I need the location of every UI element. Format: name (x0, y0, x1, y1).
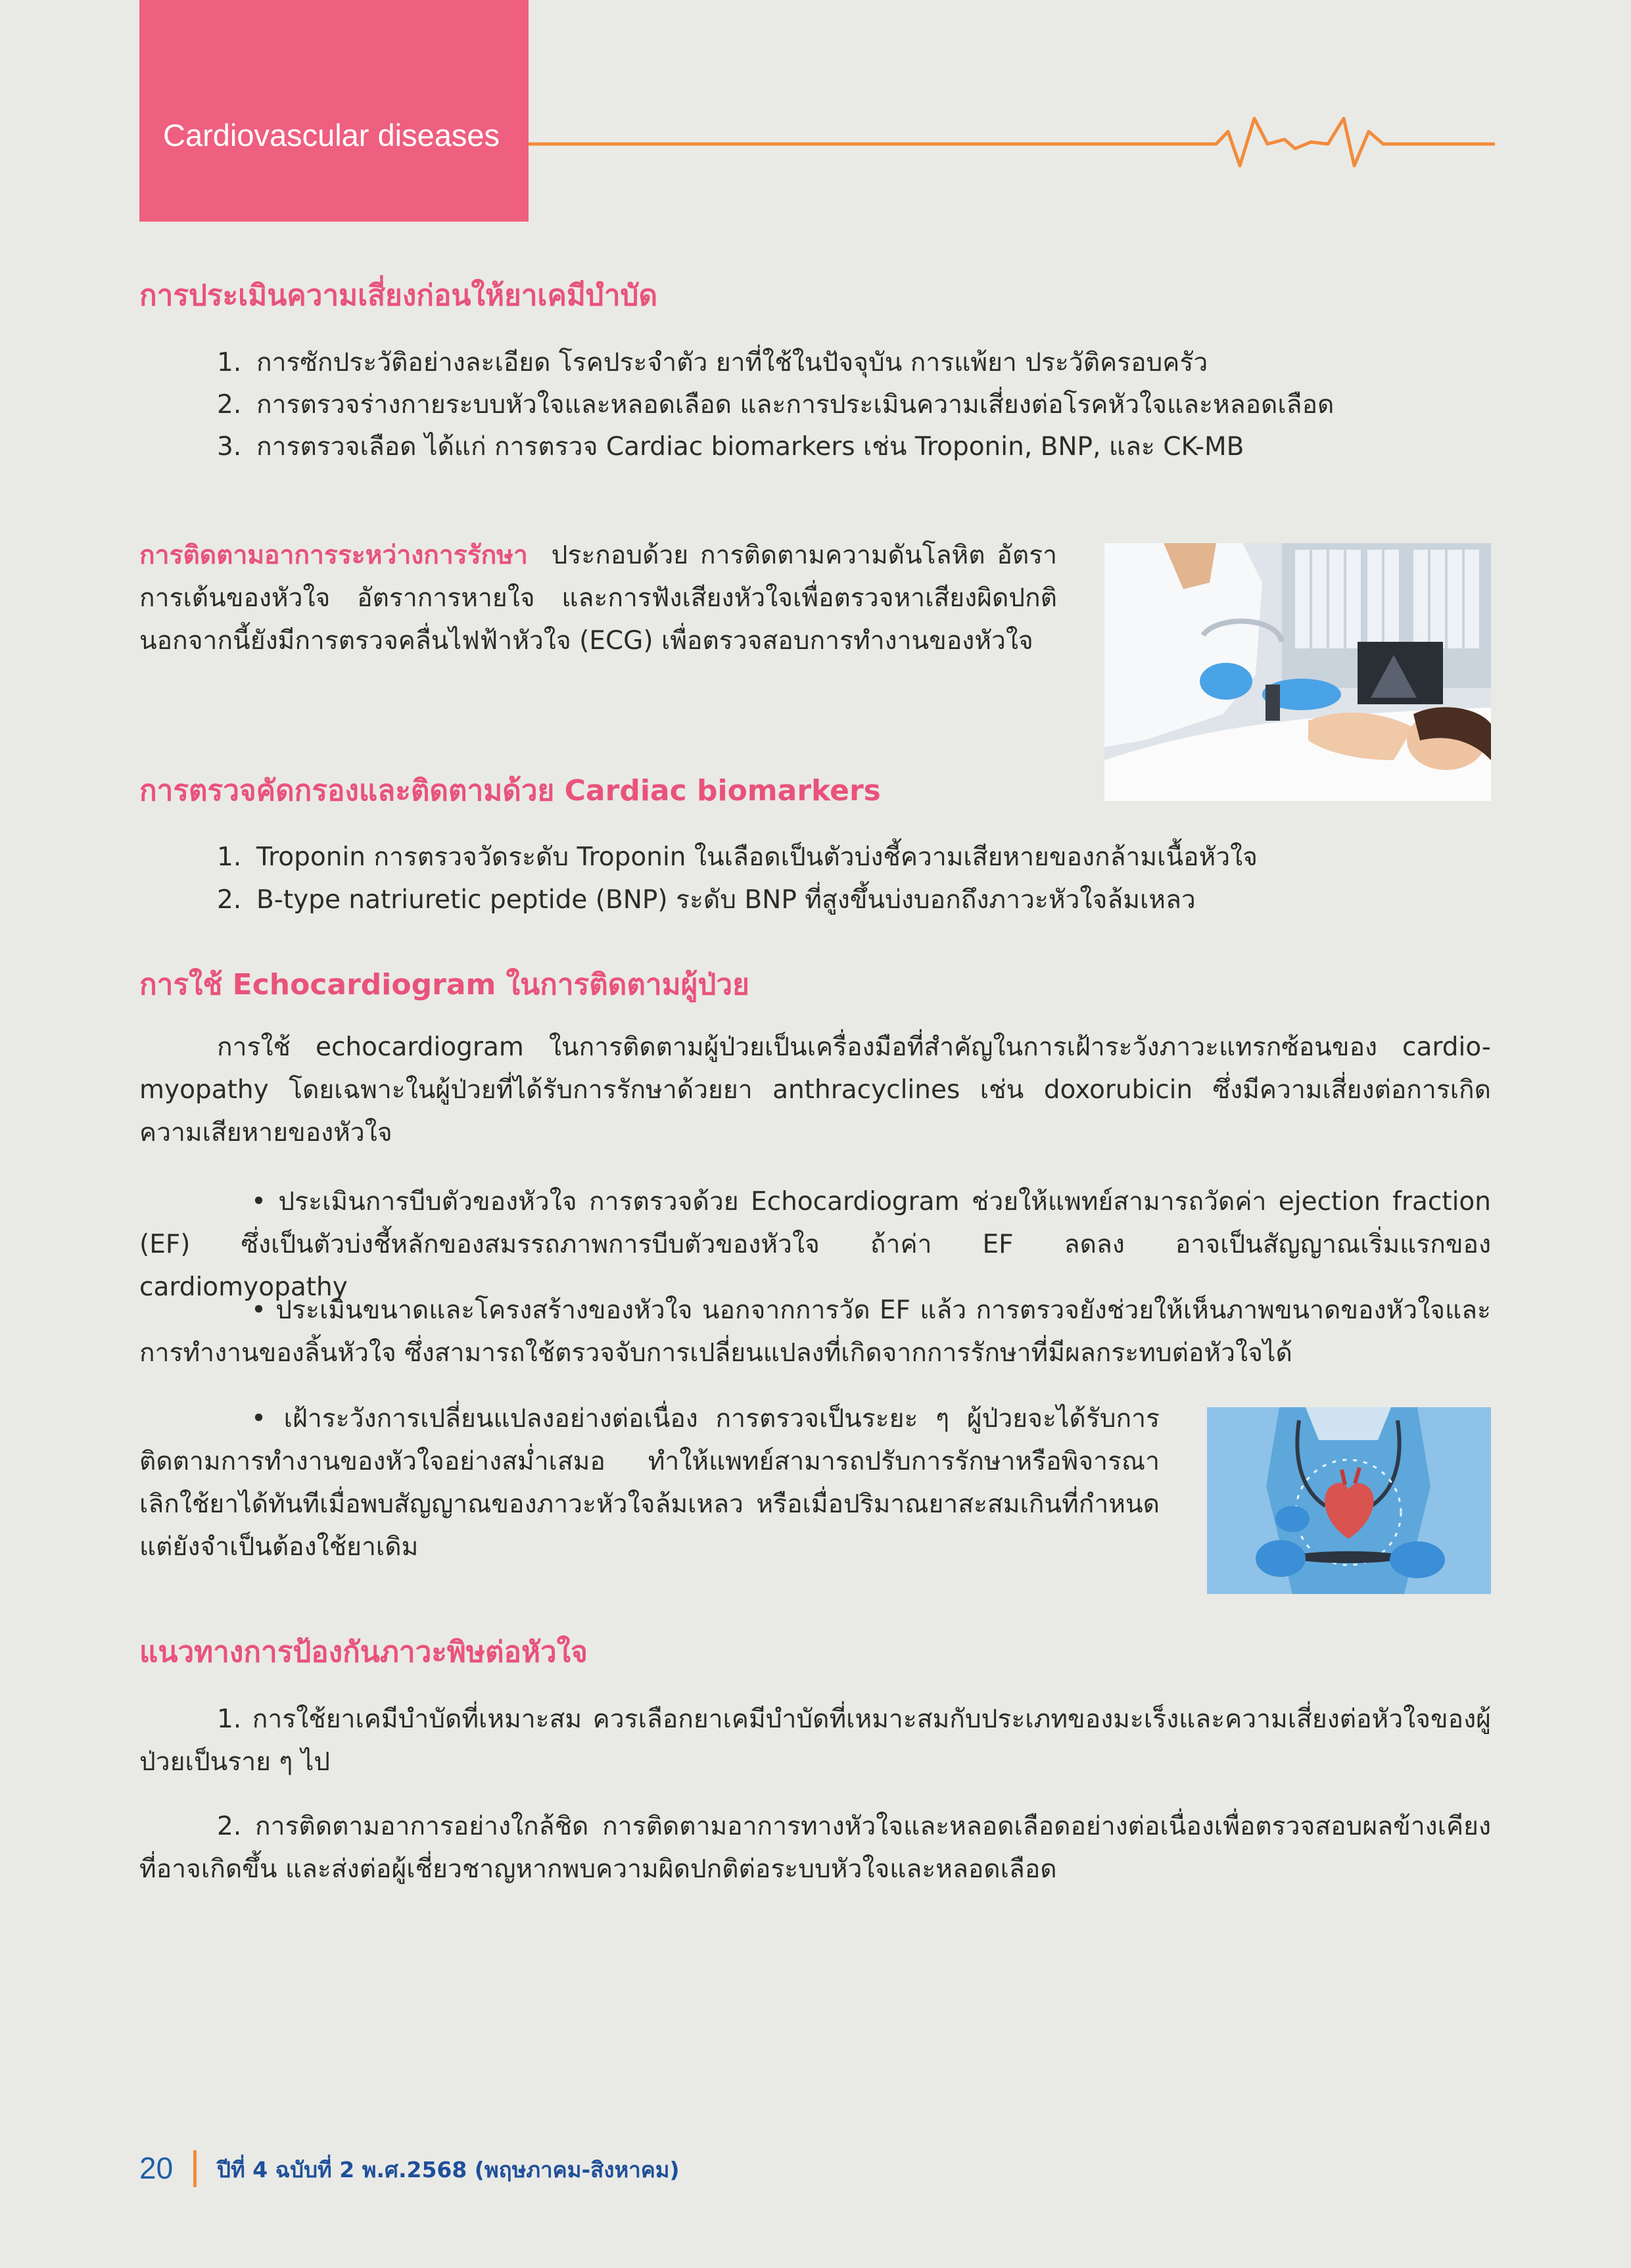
section-heading-prevention: แนวทางการป้องกันภาวะพิษต่อหัวใจ (139, 1635, 588, 1669)
heart-hologram-photo (1207, 1407, 1491, 1594)
echo-bullet-monitoring: • เฝ้าระวังการเปลี่ยนแปลงอย่างต่อเนื่อง การตรวจเป็นระยะ ๆ ผู้ป่วยจะได้รับการติดตามการทำงานของหัวใจอย่างสม่ำเสมอ ทำให้แพทย์สามารถปรับการรักษาหรือพิจารณาเลิกใช้ยาได้ทันทีเมื่อพบสัญญาณของภาวะหัวใจล้มเหลว หรือเมื่อปริมาณยาสะสมเกินที่กำหนดแต่ยังจำเป็นต้องใช้ยาเดิม (139, 1404, 1160, 1562)
section-heading-risk-assessment: การประเมินความเสี่ยงก่อนให้ยาเคมีบำบัด (139, 279, 658, 312)
list-item: 1. การซักประวัติอย่างละเอียด โรคประจำตัว ยาที่ใช้ในปัจจุบัน การแพ้ยา ประวัติครอบครัว (217, 348, 1208, 377)
echocardiogram-exam-photo (1104, 543, 1491, 801)
heartbeat-line-icon (529, 105, 1495, 178)
header-banner (139, 0, 529, 222)
echo-bullet-ef: • ประเมินการบีบตัวของหัวใจ การตรวจด้วย Echocardiogram ช่วยให้แพทย์สามารถวัดค่า ejection fraction (EF) ซึ่งเป็นตัวบ่งชี้หลักของสมรรถภาพการบีบตัวของหัวใจ ถ้าค่า EF ลดลง อาจเป็นสัญญาณเริ่มแรกของ cardiomyopathy (139, 1187, 1491, 1302)
echo-intro-paragraph: การใช้ echocardiogram ในการติดตามผู้ป่วยเป็นเครื่องมือที่สำคัญในการเฝ้าระวังภาวะแทรกซ้อนของ cardio-myopathy โดยเฉพาะในผู้ป่วยที่ได้รับการรักษาด้วยยา anthracyclines เช่น doxorubicin ซึ่งมีความเสี่ยงต่อการเกิดความเสียหายของหัวใจ (139, 1032, 1491, 1147)
footer-divider (193, 2150, 197, 2187)
section-category-title: Cardiovascular diseases (163, 118, 500, 153)
prevention-item: 2. การติดตามอาการอย่างใกล้ชิด การติดตามอาการทางหัวใจและหลอดเลือดอย่างต่อเนื่องเพื่อตรวจสอบผลข้างเคียงที่อาจเกิดขึ้น และส่งต่อผู้เชี่ยวชาญหากพบความผิดปกติต่อระบบหัวใจและหลอดเลือด (139, 1812, 1491, 1884)
list-item: 3. การตรวจเลือด ได้แก่ การตรวจ Cardiac biomarkers เช่น Troponin, BNP, และ CK-MB (217, 432, 1244, 462)
monitoring-paragraph: การติดตามอาการระหว่างการรักษา ประกอบด้วย การติดตามความดันโลหิต อัตราการเต้นของหัวใจ อัตราการหายใจ และการฟังเสียงหัวใจเพื่อตรวจหาเสียงผิดปกติ นอกจากนี้ยังมีการตรวจคลื่นไฟฟ้าหัวใจ (ECG) เพื่อตรวจสอบการทำงานของหัวใจ (139, 541, 1057, 656)
list-item: 2. B-type natriuretic peptide (BNP) ระดับ BNP ที่สูงขึ้นบ่งบอกถึงภาวะหัวใจล้มเหลว (217, 885, 1196, 915)
issue-info: ปีที่ 4 ฉบับที่ 2 พ.ศ.2568 (พฤษภาคม-สิงหาคม) (217, 2157, 680, 2183)
list-item: 2. การตรวจร่างกายระบบหัวใจและหลอดเลือด และการประเมินความเสี่ยงต่อโรคหัวใจและหลอดเลือด (217, 390, 1335, 420)
section-heading-monitoring: การติดตามอาการระหว่างการรักษา (139, 541, 528, 570)
prevention-item: 1. การใช้ยาเคมีบำบัดที่เหมาะสม ควรเลือกยาเคมีบำบัดที่เหมาะสมกับประเภทของมะเร็งและความเสี่ยงต่อหัวใจของผู้ป่วยเป็นราย ๆ ไป (139, 1704, 1491, 1777)
page-number: 20 (139, 2151, 174, 2185)
section-heading-biomarkers: การตรวจคัดกรองและติดตามด้วย Cardiac biomarkers (139, 774, 881, 808)
section-heading-echocardiogram: การใช้ Echocardiogram ในการติดตามผู้ป่วย (139, 968, 749, 1001)
echo-bullet-structure: • ประเมินขนาดและโครงสร้างของหัวใจ นอกจากการวัด EF แล้ว การตรวจยังช่วยให้เห็นภาพขนาดของหัวใจและการทำงานของลิ้นหัวใจ ซึ่งสามารถใช้ตรวจจับการเปลี่ยนแปลงที่เกิดจากการรักษาที่มีผลกระทบต่อหัวใจได้ (139, 1295, 1491, 1368)
list-item: 1. Troponin การตรวจวัดระดับ Troponin ในเลือดเป็นตัวบ่งชี้ความเสียหายของกล้ามเนื้อหัวใจ (217, 842, 1258, 872)
